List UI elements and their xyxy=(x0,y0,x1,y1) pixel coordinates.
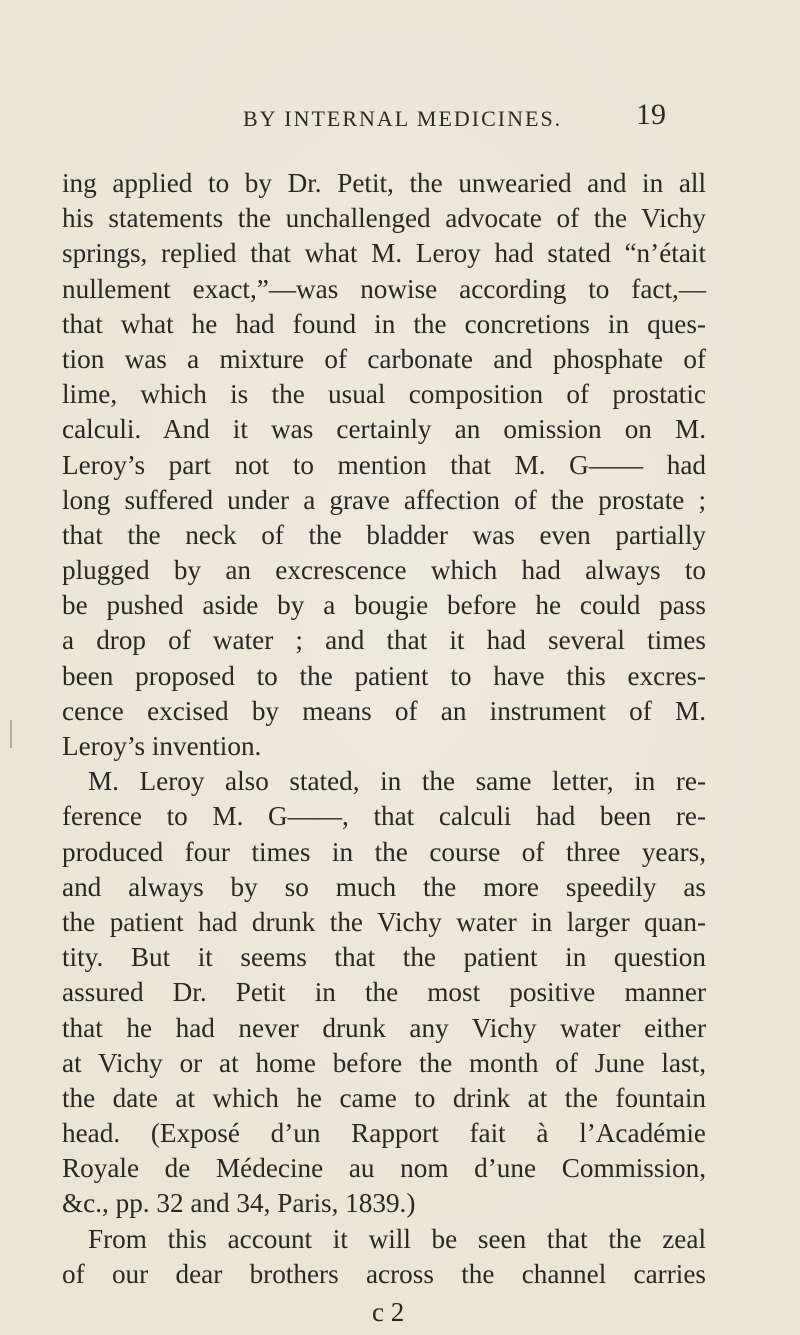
text-line: nullement exact,”—was nowise according to fact,— xyxy=(62,273,706,304)
text-line: tion was a mixture of carbonate and phosphate of xyxy=(62,343,706,374)
page-number: 19 xyxy=(636,98,666,131)
text-line: plugged by an excrescence which had always to xyxy=(62,555,706,586)
text-line: a drop of water ; and that it had several times xyxy=(62,625,706,656)
text-line: assured Dr. Petit in the most positive manner xyxy=(62,977,706,1008)
margin-mark xyxy=(10,720,12,748)
text-line: that the neck of the bladder was even partially xyxy=(62,519,706,550)
text-line: M. Leroy also stated, in the same letter, in re- xyxy=(88,766,706,797)
text-line: lime, which is the usual composition of prostatic xyxy=(62,379,706,410)
text-line: ing applied to by Dr. Petit, the unwearied and in all xyxy=(62,168,706,198)
text-line: Royale de Médecine au nom d’une Commission, xyxy=(62,1153,706,1184)
text-line: at Vichy or at home before the month of June last, xyxy=(62,1047,706,1078)
text-line: produced four times in the course of three years, xyxy=(62,836,706,867)
text-line: Leroy’s part not to mention that M. G—— had xyxy=(62,449,706,480)
text-line: long suffered under a grave affection of the prostate ; xyxy=(62,484,706,515)
page-header xyxy=(0,92,800,142)
text-line: been proposed to the patient to have this excres- xyxy=(62,660,706,691)
text-line: head. (Exposé d’un Rapport fait à l’Académie xyxy=(62,1118,706,1149)
text-line: From this account it will be seen that the zeal xyxy=(88,1223,706,1254)
text-line: Leroy’s invention. xyxy=(62,731,262,761)
text-line: tity. But it seems that the patient in question xyxy=(62,942,706,973)
text-line: &c., pp. 32 and 34, Paris, 1839.) xyxy=(62,1188,416,1219)
text-line: of our dear brothers across the channel carries xyxy=(62,1258,706,1289)
text-line: ference to M. G——, that calculi had been re- xyxy=(62,801,706,832)
text-line: and always by so much the more speedily as xyxy=(62,871,706,902)
running-head: BY INTERNAL MEDICINES. xyxy=(243,106,563,131)
text-line: calculi. And it was certainly an omission on M. xyxy=(62,414,706,445)
text-line: be pushed aside by a bougie before he could pass xyxy=(62,590,706,621)
text-line: cence excised by means of an instrument of M. xyxy=(62,695,706,726)
body-text xyxy=(62,166,706,1292)
text-line: springs, replied that what M. Leroy had stated “n’était xyxy=(62,238,706,269)
signature-mark: c 2 xyxy=(372,1297,405,1327)
text-line: that he had never drunk any Vichy water either xyxy=(62,1012,706,1043)
text-line: the date at which he came to drink at the fountain xyxy=(62,1082,706,1113)
text-line: the patient had drunk the Vichy water in larger quan- xyxy=(62,906,706,937)
text-line: his statements the unchallenged advocate of the Vichy xyxy=(62,203,706,234)
text-line: that what he had found in the concretions in ques- xyxy=(62,308,706,339)
